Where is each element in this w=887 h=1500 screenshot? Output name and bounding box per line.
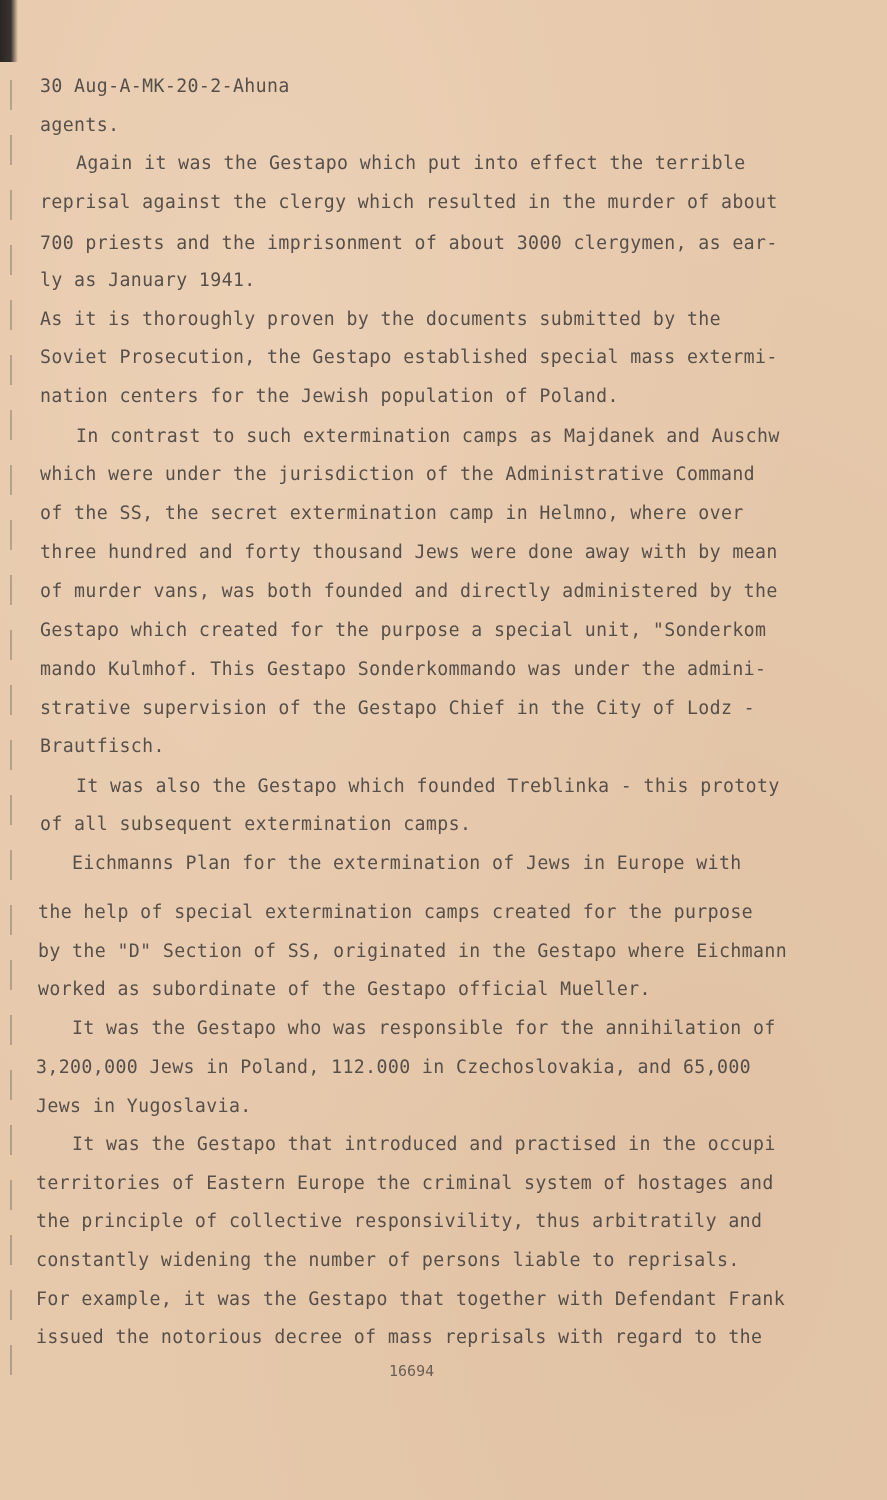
text-line: It was the Gestapo who was responsible for the annihilation of <box>72 1018 776 1039</box>
text-line: agents. <box>40 115 120 136</box>
text-line: issued the notorious decree of mass reprisals with regard to the <box>36 1327 763 1348</box>
text-line: 700 priests and the imprisonment of about 3000 clergymen, as ear- <box>40 233 778 254</box>
page-number: 16694 <box>389 1362 435 1380</box>
text-line: In contrast to such extermination camps as Majdanek and Auschw <box>76 426 780 447</box>
text-line: Brautfisch. <box>40 736 165 757</box>
text-line: For example, it was the Gestapo that together with Defendant Frank <box>36 1289 786 1310</box>
text-line: It was the Gestapo that introduced and practised in the occupi <box>72 1134 776 1155</box>
text-line: Again it was the Gestapo which put into effect the terrible <box>76 153 746 174</box>
text-line: worked as subordinate of the Gestapo official Mueller. <box>38 979 651 1000</box>
text-line: ly as January 1941. <box>40 270 256 291</box>
text-line: of the SS, the secret extermination camp in Helmno, where over <box>40 503 744 524</box>
text-line: of all subsequent extermination camps. <box>40 814 472 835</box>
scan-edge <box>0 0 18 62</box>
text-line: Soviet Prosecution, the Gestapo established special mass extermi- <box>40 347 778 368</box>
text-line: reprisal against the clergy which resulted in the murder of about <box>40 192 778 213</box>
document-header: 30 Aug-A-MK-20-2-Ahuna <box>40 76 290 97</box>
text-line: territories of Eastern Europe the criminal system of hostages and <box>36 1173 774 1194</box>
text-line: the principle of collective responsivility, thus arbitratily and <box>36 1211 763 1232</box>
text-line: nation centers for the Jewish population of Poland. <box>40 386 619 407</box>
text-line: by the "D" Section of SS, originated in the Gestapo where Eichmann <box>38 941 788 962</box>
text-line: the help of special extermination camps created for the purpose <box>38 902 754 923</box>
text-line: mando Kulmhof. This Gestapo Sonderkommando was under the admini- <box>40 659 767 680</box>
text-line: constantly widening the number of persons liable to reprisals. <box>36 1250 740 1271</box>
text-line: Eichmanns Plan for the extermination of Jews in Europe with <box>72 853 742 874</box>
text-line: 3,200,000 Jews in Poland, 112.000 in Czechoslovakia, and 65,000 <box>36 1057 752 1078</box>
text-line: Jews in Yugoslavia. <box>36 1096 252 1117</box>
text-line: of murder vans, was both founded and directly administered by the <box>40 581 778 602</box>
text-line: It was also the Gestapo which founded Treblinka - this prototy <box>76 776 780 797</box>
margin-mark <box>10 80 12 1380</box>
text-line: As it is thoroughly proven by the documents submitted by the <box>40 309 721 330</box>
text-line: strative supervision of the Gestapo Chief in the City of Lodz - <box>40 698 756 719</box>
text-line: Gestapo which created for the purpose a special unit, "Sonderkom <box>40 620 767 641</box>
text-line: which were under the jurisdiction of the Administrative Command <box>40 464 756 485</box>
text-line: three hundred and forty thousand Jews were done away with by mean <box>40 542 778 563</box>
